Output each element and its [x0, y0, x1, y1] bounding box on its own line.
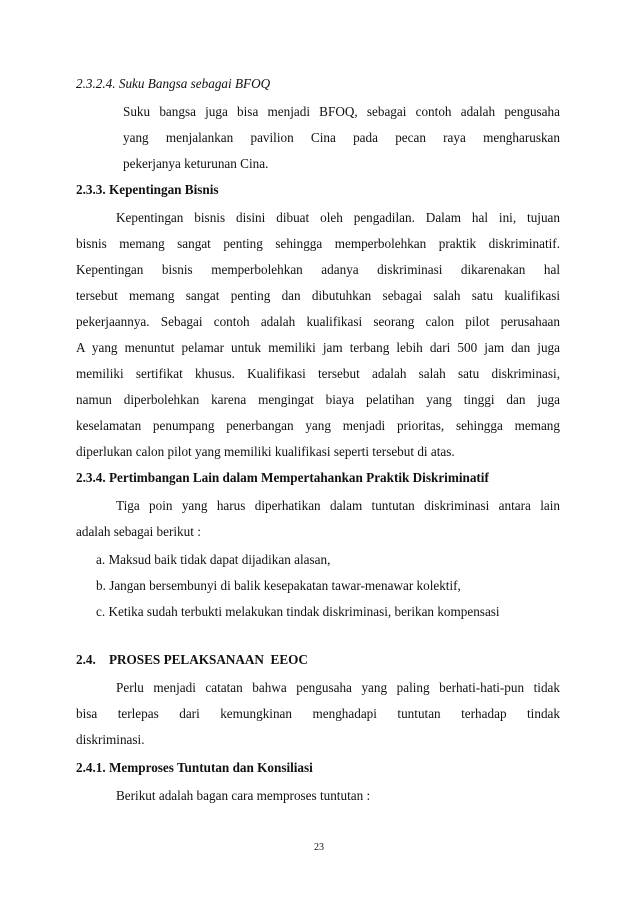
paragraph-line: memiliki sertifikat khusus. Kualifikasi tersebut adalah salah satu diskriminasi, — [76, 366, 560, 381]
paragraph-line: keselamatan penumpang penerbangan yang menjadi prioritas, sehingga memang — [76, 418, 560, 433]
paragraph-line: Suku bangsa juga bisa menjadi BFOQ, sebagai contoh adalah pengusaha — [123, 104, 560, 119]
paragraph-line: bisa terlepas dari kemungkinan menghadapi tuntutan terhadap tindak — [76, 706, 560, 721]
paragraph-line: tersebut memang sangat penting dan dibutuhkan sebagai salah satu kualifikasi — [76, 288, 560, 303]
list-item: c. Ketika sudah terbukti melakukan tindak diskriminasi, berikan kompensasi — [96, 604, 500, 619]
paragraph-line: A yang menuntut pelamar untuk memiliki jam terbang lebih dari 500 jam dan juga — [76, 340, 560, 355]
paragraph-line: Berikut adalah bagan cara memproses tuntutan : — [116, 788, 371, 803]
paragraph-line: Tiga poin yang harus diperhatikan dalam tuntutan diskriminasi antara lain — [116, 498, 560, 513]
paragraph-line: Kepentingan bisnis disini dibuat oleh pengadilan. Dalam hal ini, tujuan — [116, 210, 560, 225]
heading-kepentingan-bisnis: 2.3.3. Kepentingan Bisnis — [76, 182, 219, 197]
paragraph-line: diperlukan calon pilot yang memiliki kualifikasi seperti tersebut di atas. — [76, 444, 455, 459]
paragraph-line: diskriminasi. — [76, 732, 145, 747]
paragraph-line: pekerjaannya. Sebagai contoh adalah kualifikasi seorang calon pilot perusahaan — [76, 314, 560, 329]
list-item: b. Jangan bersembunyi di balik kesepakatan tawar-menawar kolektif, — [96, 578, 461, 593]
paragraph-line: pekerjanya keturunan Cina. — [123, 156, 269, 171]
paragraph-line: namun diperbolehkan karena mengingat biaya pelatihan yang tinggi dan juga — [76, 392, 560, 407]
page-number: 23 — [314, 842, 324, 853]
list-item: a. Maksud baik tidak dapat dijadikan alasan, — [96, 552, 331, 567]
paragraph-line: Kepentingan bisnis memperbolehkan adanya diskriminasi dikarenakan hal — [76, 262, 560, 277]
paragraph-line: Perlu menjadi catatan bahwa pengusaha yang paling berhati-hati-pun tidak — [116, 680, 560, 695]
paragraph-line: bisnis memang sangat penting sehingga memperbolehkan praktik diskriminatif. — [76, 236, 560, 251]
heading-suku-bangsa: 2.3.2.4. Suku Bangsa sebagai BFOQ — [76, 76, 271, 91]
heading-memproses-tuntutan: 2.4.1. Memproses Tuntutan dan Konsiliasi — [76, 760, 313, 775]
heading-proses-pelaksanaan: 2.4. PROSES PELAKSANAAN EEOC — [76, 652, 308, 667]
paragraph-line: yang menjalankan pavilion Cina pada pecan raya mengharuskan — [123, 130, 560, 145]
paragraph-line: adalah sebagai berikut : — [76, 524, 201, 539]
heading-pertimbangan-lain: 2.3.4. Pertimbangan Lain dalam Mempertahankan Praktik Diskriminatif — [76, 470, 489, 485]
